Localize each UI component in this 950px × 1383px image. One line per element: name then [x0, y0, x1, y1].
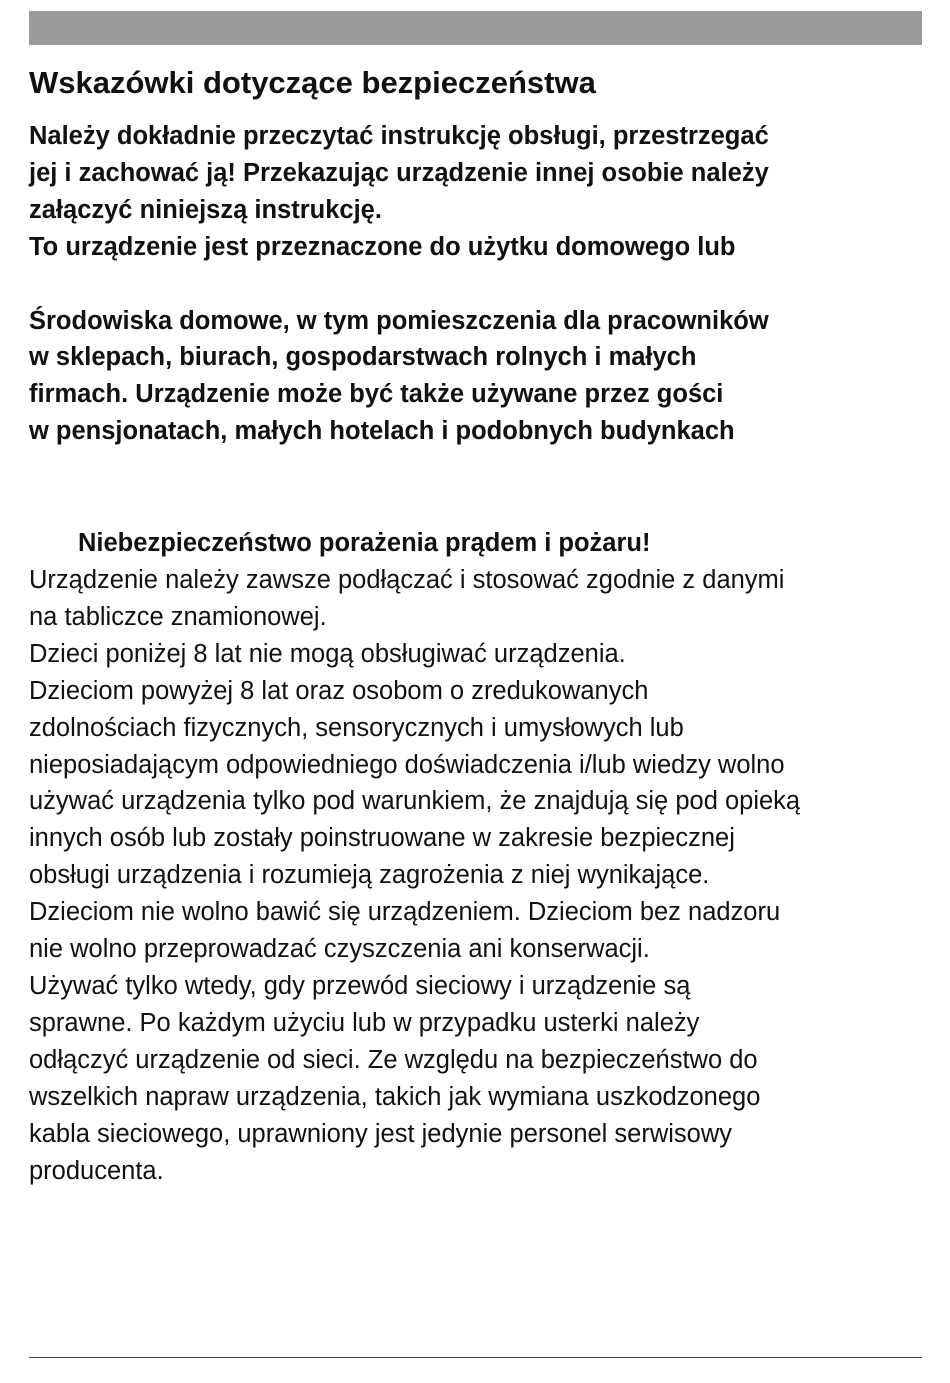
body-line: innych osób lub zostały poinstruowane w zakresie bezpiecznej — [29, 824, 735, 853]
usage-line: w sklepach, biurach, gospodarstwach rolnych i małych — [29, 343, 697, 372]
body-line: Urządzenie należy zawsze podłączać i stosować zgodnie z danymi — [29, 566, 785, 594]
body-line: producenta. — [29, 1156, 164, 1185]
intro-line: jej i zachować ją! Przekazując urządzenie innej osobie należy — [29, 158, 769, 187]
body-line: sprawne. Po każdym użyciu lub w przypadku usterki należy — [29, 1008, 700, 1037]
body-line: kabla sieciowego, uprawniony jest jedynie personel serwisowy — [29, 1119, 733, 1148]
body-line: zdolnościach fizycznych, sensorycznych i umysłowych lub — [29, 713, 684, 742]
body-line: odłączyć urządzenie od sieci. Ze względu na bezpieczeństwo do — [29, 1045, 758, 1074]
body-line: na tabliczce znamionowej. — [29, 602, 327, 631]
intro-line: To urządzenie jest przeznaczone do użytku domowego lub — [29, 232, 736, 261]
body-line: wszelkich napraw urządzenia, takich jak wymiana uszkodzonego — [29, 1082, 761, 1111]
page-title: Wskazówki dotyczące bezpieczeństwa — [29, 65, 596, 100]
usage-line: firmach. Urządzenie może być także używane przez gości — [29, 380, 724, 409]
body-line: nieposiadającym odpowiedniego doświadczenia i/lub wiedzy wolno — [29, 750, 785, 779]
intro-line: załączyć niniejszą instrukcję. — [29, 195, 382, 224]
intro-line: Należy dokładnie przeczytać instrukcję obsługi, przestrzegać — [29, 122, 769, 150]
paragraph-gap — [29, 266, 922, 303]
body-line: Dzieciom powyżej 8 lat oraz osobom o zredukowanych — [29, 676, 649, 705]
footer-divider — [29, 1357, 922, 1358]
warning-body — [29, 562, 929, 1189]
body-line: Dzieciom nie wolno bawić się urządzeniem. Dzieciom bez nadzoru — [29, 898, 781, 927]
header-bar — [29, 11, 922, 45]
body-line: nie wolno przeprowadzać czyszczenia ani konserwacji. — [29, 935, 650, 964]
usage-line: w pensjonatach, małych hotelach i podobnych budynkach — [29, 417, 735, 446]
body-line: Używać tylko wtedy, gdy przewód sieciowy i urządzenie są — [29, 971, 691, 1000]
intro-section — [29, 118, 922, 450]
body-line: obsługi urządzenia i rozumieją zagrożenia z niej wynikające. — [29, 861, 710, 890]
usage-line: Środowiska domowe, w tym pomieszczenia dla pracowników — [29, 306, 769, 335]
body-line: Dzieci poniżej 8 lat nie mogą obsługiwać urządzenia. — [29, 639, 626, 668]
body-line: używać urządzenia tylko pod warunkiem, że znajdują się pod opieką — [29, 787, 801, 816]
warning-heading: Niebezpieczeństwo porażenia prądem i pożaru! — [78, 529, 651, 557]
